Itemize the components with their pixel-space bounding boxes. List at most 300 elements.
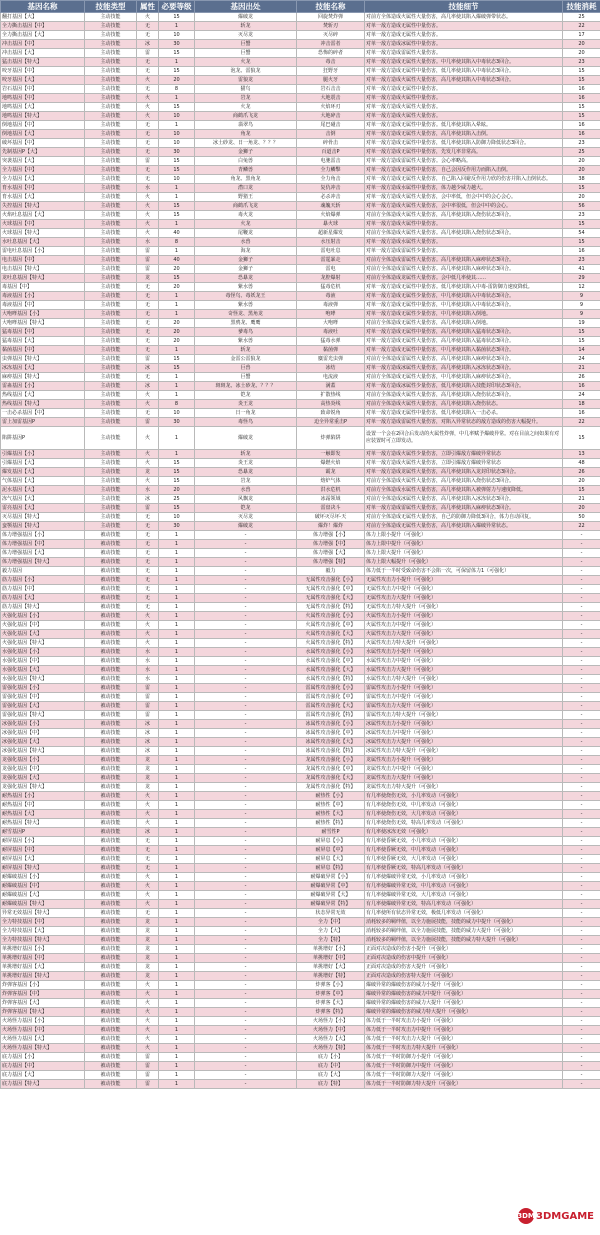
cell-skill-type: 主动技能 <box>85 319 137 328</box>
cell-gene-source: 奇怪龙、黑角龙 <box>195 310 297 319</box>
cell-skill-name: 猛毒危机 <box>297 283 365 292</box>
cell-skill-type: 被动技能 <box>85 990 137 999</box>
cell-skill-cost: - <box>563 765 600 774</box>
cell-element: 雷 <box>137 256 159 265</box>
cell-element: 龙 <box>137 274 159 283</box>
cell-gene-source: - <box>195 810 297 819</box>
cell-skill-detail: 体力低于一半时防御力小提升（可强化） <box>365 1053 563 1062</box>
cell-required-level: 25 <box>159 495 195 504</box>
cell-gene-source: - <box>195 612 297 621</box>
cell-gene-source: - <box>195 558 297 567</box>
cell-required-level: 1 <box>159 846 195 855</box>
cell-skill-type: 被动技能 <box>85 837 137 846</box>
cell-element: 火 <box>137 1026 159 1035</box>
cell-element: 龙 <box>137 756 159 765</box>
cell-skill-detail: 有几率使烧伤无效，大几率发动（可强化） <box>365 810 563 819</box>
cell-skill-name: 单挑增好【大】 <box>297 963 365 972</box>
table-row <box>1 963 600 972</box>
cell-gene-source: 爆破龙 <box>195 427 297 450</box>
cell-skill-name: 爆燃火焰 <box>297 459 365 468</box>
cell-skill-name: 龙属性攻击强化【大】 <box>297 774 365 783</box>
cell-element: 火 <box>137 1044 159 1053</box>
cell-skill-name: 底力【大】 <box>297 1071 365 1080</box>
cell-gene-source: - <box>195 1071 297 1080</box>
cell-skill-cost: 22 <box>563 22 600 31</box>
cell-skill-cost: 16 <box>563 121 600 130</box>
cell-required-level: 1 <box>159 711 195 720</box>
cell-element: 雷 <box>137 684 159 693</box>
cell-skill-cost: 16 <box>563 247 600 256</box>
table-row <box>1 783 600 792</box>
table-row <box>1 891 600 900</box>
cell-skill-cost: 20 <box>563 157 600 166</box>
table-row <box>1 31 600 40</box>
table-row <box>1 256 600 265</box>
cell-skill-type: 主动技能 <box>85 364 137 373</box>
cell-gene-source: 角龙、黑角龙 <box>195 175 297 184</box>
cell-required-level: 1 <box>159 1062 195 1071</box>
cell-skill-cost: 14 <box>563 346 600 355</box>
cell-skill-cost: - <box>563 918 600 927</box>
cell-skill-type: 主动技能 <box>85 49 137 58</box>
cell-gene-source: 火龙 <box>195 103 297 112</box>
cell-skill-name: 耐热性【大】 <box>297 810 365 819</box>
cell-required-level: 1 <box>159 22 195 31</box>
cell-gene-name: 火强化基因【特大】 <box>1 639 85 648</box>
cell-required-level: 1 <box>159 603 195 612</box>
cell-skill-detail: 对前方全体造成冰属性大量伤害，高几率使其陷入冰冻状态3回合。 <box>365 495 563 504</box>
cell-skill-cost: - <box>563 594 600 603</box>
cell-skill-name: 满蓋 <box>297 382 365 391</box>
table-row <box>1 1080 600 1089</box>
cell-skill-type: 被动技能 <box>85 846 137 855</box>
cell-required-level: 1 <box>159 792 195 801</box>
table-row <box>1 855 600 864</box>
cell-element: 火 <box>137 999 159 1008</box>
cell-skill-name: 耐屏息【特】 <box>297 864 365 873</box>
table-row <box>1 765 600 774</box>
cell-required-level: 1 <box>159 783 195 792</box>
cell-skill-cost: 20 <box>563 166 600 175</box>
cell-skill-detail: 体力上限小提升（可强化） <box>365 531 563 540</box>
cell-gene-name: 水强化基因【小】 <box>1 648 85 657</box>
cell-required-level: 15 <box>159 477 195 486</box>
cell-gene-name: 倒地基因【大】 <box>1 130 85 139</box>
cell-gene-source: 灭尽龙 <box>195 513 297 522</box>
cell-element: 无 <box>137 846 159 855</box>
cell-gene-name: 咬牙基因【大】 <box>1 76 85 85</box>
cell-element: 无 <box>137 166 159 175</box>
cell-required-level: 1 <box>159 684 195 693</box>
cell-skill-detail: 对单一敌方造成雷属性大量伤害，对陷入异常状态的敌方造成的伤害大幅提升。 <box>365 418 563 427</box>
cell-gene-source: - <box>195 576 297 585</box>
cell-gene-source: 海龙 <box>195 247 297 256</box>
cell-skill-name: 耐屏息【中】 <box>297 846 365 855</box>
cell-gene-name: 水强化基因【特大】 <box>1 675 85 684</box>
cell-skill-cost: - <box>563 648 600 657</box>
cell-required-level: 1 <box>159 220 195 229</box>
cell-skill-detail: 对前方全体造成火属性大量伤害，高几率使其陷入烧伤状态3回合。 <box>365 477 563 486</box>
table-row <box>1 211 600 220</box>
cell-element: 龙 <box>137 945 159 954</box>
cell-skill-detail: 对单一敌方造成水属性大量伤害。 <box>365 238 563 247</box>
cell-gene-source: 斩龙 <box>195 346 297 355</box>
cell-gene-name: 冻气基因【大】 <box>1 495 85 504</box>
cell-element: 无 <box>137 58 159 67</box>
cell-skill-cost: 9 <box>563 292 600 301</box>
cell-gene-name: 龙吐息基因【特大】 <box>1 274 85 283</box>
cell-gene-source: - <box>195 549 297 558</box>
cell-gene-name: 大咆哮基因【小】 <box>1 310 85 319</box>
cell-gene-name: 麻痹基因【特大】 <box>1 373 85 382</box>
cell-skill-detail: 龙属性攻击力特大提升（可强化） <box>365 783 563 792</box>
cell-skill-type: 主动技能 <box>85 301 137 310</box>
cell-gene-name: 毒液基因【小】 <box>1 292 85 301</box>
header-gene-source: 基因出处 <box>195 1 297 13</box>
cell-skill-name: 爆炸！爆炸 <box>297 522 365 531</box>
cell-skill-name: 耐热性【小】 <box>297 792 365 801</box>
table-row <box>1 40 600 49</box>
cell-skill-detail: 对单一敌方造成火属性少量伤害，立即引爆敌方爆破异常状态 <box>365 450 563 459</box>
cell-skill-name: 电流液 <box>297 373 365 382</box>
cell-skill-cost: - <box>563 675 600 684</box>
cell-skill-type: 主动技能 <box>85 373 137 382</box>
cell-skill-type: 被动技能 <box>85 639 137 648</box>
cell-skill-detail: 冰属性攻击力中提升（可强化） <box>365 729 563 738</box>
cell-skill-detail: 对单一敌方造成雷属性大量伤害，高几率使其陷入麻痹状态3回合。 <box>365 504 563 513</box>
cell-required-level: 1 <box>159 648 195 657</box>
cell-gene-source: - <box>195 684 297 693</box>
cell-gene-source: 岩龙 <box>195 477 297 486</box>
cell-skill-cost: 15 <box>563 238 600 247</box>
table-row <box>1 675 600 684</box>
cell-skill-name: 百道击P <box>297 148 365 157</box>
cell-skill-detail: 无属性攻击力特大提升（可强化） <box>365 603 563 612</box>
cell-skill-name: 复仇冲击 <box>297 184 365 193</box>
table-row <box>1 1062 600 1071</box>
cell-required-level: 1 <box>159 184 195 193</box>
cell-skill-cost: - <box>563 549 600 558</box>
cell-skill-type: 被动技能 <box>85 855 137 864</box>
cell-skill-name: 冰属性攻击强化【特】 <box>297 747 365 756</box>
cell-gene-name: 底力基因【小】 <box>1 1053 85 1062</box>
cell-skill-name: 灭尽碎 <box>297 31 365 40</box>
cell-skill-detail: 对前方全体造成无属性大量伤害，高几率使其陷入倒地。 <box>365 319 563 328</box>
cell-skill-cost: 22 <box>563 418 600 427</box>
cell-required-level: 10 <box>159 409 195 418</box>
cell-skill-type: 被动技能 <box>85 972 137 981</box>
cell-skill-detail: 对单一敌方造成无属性中量伤害，高几率使其陷入猛毒状态3回合。 <box>365 328 563 337</box>
cell-skill-detail: 对单一敌方造成无属性大量伤害，高几率使其陷入猛毒状态3回合。 <box>365 337 563 346</box>
cell-gene-source: 火龙 <box>195 58 297 67</box>
table-row <box>1 400 600 409</box>
table-row <box>1 1071 600 1080</box>
table-row <box>1 274 600 283</box>
cell-skill-cost: - <box>563 981 600 990</box>
cell-skill-cost: - <box>563 801 600 810</box>
cell-required-level: 15 <box>159 13 195 22</box>
cell-gene-source: - <box>195 540 297 549</box>
cell-skill-name: 熔炉气体 <box>297 477 365 486</box>
cell-gene-name: 猛毒基因【中】 <box>1 328 85 337</box>
cell-skill-name: 霸龙 <box>297 468 365 477</box>
cell-required-level: 1 <box>159 945 195 954</box>
cell-skill-name: 猛毒水弹 <box>297 337 365 346</box>
cell-skill-detail: 对前方全体造成雷属性大量伤害。高几率使其陷入麻痹状态3回合。 <box>365 256 563 265</box>
cell-gene-source: 紫水兽 <box>195 283 297 292</box>
cell-gene-name: 炸弹客基因【特大】 <box>1 1008 85 1017</box>
cell-gene-source: - <box>195 666 297 675</box>
cell-skill-cost: 19 <box>563 319 600 328</box>
cell-skill-cost: 25 <box>563 148 600 157</box>
cell-skill-name: 耐爆破异常【中】 <box>297 882 365 891</box>
cell-gene-name: 耐爆破基因【中】 <box>1 882 85 891</box>
cell-required-level: 1 <box>159 382 195 391</box>
cell-skill-detail: 体力上限中提升（可强化） <box>365 540 563 549</box>
cell-skill-name: 雷属性攻击强化【大】 <box>297 702 365 711</box>
cell-skill-type: 被动技能 <box>85 801 137 810</box>
cell-element: 无 <box>137 121 159 130</box>
cell-gene-name: 耐屏基因【中】 <box>1 846 85 855</box>
cell-gene-source: - <box>195 675 297 684</box>
cell-skill-type: 被动技能 <box>85 549 137 558</box>
cell-skill-detail: 对单一敌方造成无属性中量伤害，低几率使其陷入防御力降低状态3回合。 <box>365 139 563 148</box>
cell-required-level: 1 <box>159 702 195 711</box>
table-row <box>1 549 600 558</box>
cell-skill-cost: - <box>563 945 600 954</box>
cell-skill-name: 大咆哮 <box>297 319 365 328</box>
table-row <box>1 373 600 382</box>
cell-gene-name: 爆发基因【大】 <box>1 468 85 477</box>
cell-required-level: 15 <box>159 504 195 513</box>
cell-required-level: 30 <box>159 522 195 531</box>
cell-gene-name: 气体基因【大】 <box>1 477 85 486</box>
cell-skill-cost: - <box>563 684 600 693</box>
cell-element: 火 <box>137 94 159 103</box>
cell-skill-name: 狂野牙 <box>297 67 365 76</box>
cell-gene-source: 爆破龙 <box>195 13 297 22</box>
cell-element: 无 <box>137 585 159 594</box>
cell-skill-detail: 对单一敌方造成冰属性大量伤害，高几率使其陷入冰冻状态3回合。 <box>365 364 563 373</box>
cell-skill-type: 被动技能 <box>85 630 137 639</box>
cell-skill-cost: - <box>563 630 600 639</box>
table-row <box>1 184 600 193</box>
cell-required-level: 1 <box>159 882 195 891</box>
cell-skill-detail: 对单一敌方造成无属性中量伤害。低几率使其陷入中毒-雷防御力速度降低。 <box>365 283 563 292</box>
cell-gene-name: 炸弹客基因【中】 <box>1 990 85 999</box>
cell-element: 无 <box>137 540 159 549</box>
cell-required-level: 20 <box>159 265 195 274</box>
cell-required-level: 15 <box>159 211 195 220</box>
cell-required-level: 1 <box>159 310 195 319</box>
cell-gene-source: - <box>195 927 297 936</box>
cell-skill-detail: 水属性攻击力大提升（可强化） <box>365 666 563 675</box>
cell-required-level: 10 <box>159 31 195 40</box>
cell-gene-source: - <box>195 756 297 765</box>
table-row <box>1 693 600 702</box>
cell-skill-cost: 21 <box>563 364 600 373</box>
cell-skill-detail: 正面对决造成的伤害中提升（可强化） <box>365 954 563 963</box>
cell-skill-cost: 20 <box>563 193 600 202</box>
cell-skill-name: 一触即发 <box>297 450 365 459</box>
cell-skill-type: 被动技能 <box>85 783 137 792</box>
cell-skill-type: 被动技能 <box>85 702 137 711</box>
cell-gene-name: 灭尽基因【特大】 <box>1 513 85 522</box>
cell-skill-type: 被动技能 <box>85 945 137 954</box>
cell-skill-detail: 对前方全体造成无属性大量伤害，自己的防御力降低3回合，体力自动回复。 <box>365 513 563 522</box>
cell-skill-cost: 20 <box>563 477 600 486</box>
cell-gene-source: - <box>195 1044 297 1053</box>
cell-gene-name: 地鸣基因【特大】 <box>1 112 85 121</box>
cell-gene-name: 水强化基因【大】 <box>1 666 85 675</box>
cell-gene-source: - <box>195 819 297 828</box>
cell-skill-type: 主动技能 <box>85 256 137 265</box>
cell-required-level: 1 <box>159 549 195 558</box>
cell-element: 龙 <box>137 963 159 972</box>
cell-skill-detail: 对单一敌方造成无属性中量伤害，低几率使其陷入一击必杀。 <box>365 409 563 418</box>
cell-gene-source: - <box>195 999 297 1008</box>
cell-skill-name: 击倒 <box>297 130 365 139</box>
cell-gene-source: - <box>195 621 297 630</box>
cell-gene-source: 尾鞭龙 <box>195 229 297 238</box>
cell-skill-detail: 火属性攻击力特大提升（可强化） <box>365 639 563 648</box>
cell-element: 火 <box>137 900 159 909</box>
cell-skill-detail: 对单一敌方造成火属性大量伤害，立即引爆敌方爆破异常状态 <box>365 459 563 468</box>
cell-gene-source: 冰土砂龙、日一角龙、？？？ <box>195 139 297 148</box>
cell-gene-source: - <box>195 639 297 648</box>
cell-skill-name: 咆哮 <box>297 310 365 319</box>
cell-gene-source: - <box>195 747 297 756</box>
cell-element: 火 <box>137 882 159 891</box>
cell-skill-detail: 火属性攻击力小提升（可强化） <box>365 612 563 621</box>
watermark-logo: 3DM <box>518 1208 534 1224</box>
cell-gene-source: - <box>195 981 297 990</box>
cell-skill-name: 单挑增好【特】 <box>297 972 365 981</box>
cell-gene-source: - <box>195 1008 297 1017</box>
cell-skill-name: 大地碎击 <box>297 112 365 121</box>
cell-skill-type: 主动技能 <box>85 328 137 337</box>
cell-skill-cost: - <box>563 702 600 711</box>
cell-skill-detail: 对单一敌方造成雷属性少量伤害。 <box>365 247 563 256</box>
cell-skill-detail: 对单一敌方造成火属性大量伤害。 <box>365 112 563 121</box>
table-row <box>1 238 600 247</box>
cell-element: 无 <box>137 292 159 301</box>
cell-skill-type: 被动技能 <box>85 648 137 657</box>
cell-skill-type: 被动技能 <box>85 576 137 585</box>
cell-skill-type: 主动技能 <box>85 283 137 292</box>
cell-skill-name: 全力【大】 <box>297 927 365 936</box>
cell-skill-detail: 对单一敌方造成无属性大量伤害。中几率使其陷入中毒状态3回合。 <box>365 58 563 67</box>
table-row <box>1 630 600 639</box>
cell-skill-cost: 9 <box>563 301 600 310</box>
cell-skill-type: 主动技能 <box>85 220 137 229</box>
cell-skill-name: 超新星爆发 <box>297 229 365 238</box>
table-row <box>1 346 600 355</box>
cell-skill-name: 龙属性攻击强化【特】 <box>297 783 365 792</box>
cell-skill-type: 被动技能 <box>85 810 137 819</box>
cell-skill-type: 主动技能 <box>85 202 137 211</box>
cell-skill-detail: 正面对决造成的伤害特大提升（可强化） <box>365 972 563 981</box>
cell-skill-detail: 对单一敌方造成冰属性中量伤害。 <box>365 40 563 49</box>
cell-skill-type: 被动技能 <box>85 1026 137 1035</box>
cell-skill-type: 主动技能 <box>85 157 137 166</box>
cell-element: 无 <box>137 567 159 576</box>
cell-gene-source: 金狮子 <box>195 148 297 157</box>
cell-gene-name: 翻打基因【大】 <box>1 13 85 22</box>
cell-required-level: 8 <box>159 85 195 94</box>
cell-skill-cost: 15 <box>563 184 600 193</box>
table-row <box>1 567 600 576</box>
cell-skill-cost: 15 <box>563 67 600 76</box>
cell-gene-name: 火强化基因【中】 <box>1 621 85 630</box>
cell-gene-source: 斩龙 <box>195 22 297 31</box>
table-row <box>1 603 600 612</box>
table-row <box>1 67 600 76</box>
cell-gene-name: 黏菌基因【中】 <box>1 346 85 355</box>
table-row <box>1 990 600 999</box>
cell-required-level: 1 <box>159 666 195 675</box>
cell-skill-detail: 雷属性攻击力小提升（可强化） <box>365 684 563 693</box>
table-row <box>1 202 600 211</box>
cell-element: 雷 <box>137 711 159 720</box>
cell-element: 火 <box>137 612 159 621</box>
cell-gene-name: 炸弹客基因【大】 <box>1 999 85 1008</box>
cell-gene-name: 火场怪力基因【中】 <box>1 1026 85 1035</box>
cell-skill-detail: 消耗较多的羁绊值，以全力施展技能，技能的威力中提升（可强化） <box>365 918 563 927</box>
cell-skill-cost: - <box>563 855 600 864</box>
cell-skill-detail: 龙属性攻击力小提升（可强化） <box>365 756 563 765</box>
cell-required-level: 1 <box>159 801 195 810</box>
cell-skill-detail: 火属性攻击力中提升（可强化） <box>365 621 563 630</box>
cell-element: 火 <box>137 1017 159 1026</box>
cell-element: 水 <box>137 657 159 666</box>
cell-gene-source: 黑鸦龙、鹰鹰 <box>195 319 297 328</box>
cell-required-level: 15 <box>159 49 195 58</box>
cell-gene-name: 筋力基因【中】 <box>1 585 85 594</box>
cell-skill-type: 主动技能 <box>85 175 137 184</box>
cell-skill-cost: 24 <box>563 391 600 400</box>
cell-required-level: 15 <box>159 103 195 112</box>
cell-skill-name: 火场怪力【特】 <box>297 1044 365 1053</box>
cell-skill-type: 主动技能 <box>85 184 137 193</box>
cell-skill-detail: 对单一敌方造成无属性中量伤害。低几率使其陷入晕眩。 <box>365 121 563 130</box>
table-row <box>1 540 600 549</box>
cell-element: 无 <box>137 594 159 603</box>
table-row <box>1 558 600 567</box>
cell-required-level: 1 <box>159 247 195 256</box>
cell-gene-source: 巨兽 <box>195 364 297 373</box>
cell-skill-cost: 20 <box>563 49 600 58</box>
cell-gene-source: 斩龙 <box>195 450 297 459</box>
cell-skill-cost: 29 <box>563 274 600 283</box>
cell-gene-name: 火强化基因【小】 <box>1 612 85 621</box>
cell-skill-detail: 有几率使爆破异常无效，大几率发动（可强化） <box>365 891 563 900</box>
cell-required-level: 1 <box>159 765 195 774</box>
cell-skill-name: 龙属性攻击强化【小】 <box>297 756 365 765</box>
cell-skill-cost: - <box>563 954 600 963</box>
header-skill-cost: 技能消耗 <box>563 1 600 13</box>
cell-skill-name: 单挑增好【中】 <box>297 954 365 963</box>
cell-skill-type: 被动技能 <box>85 1035 137 1044</box>
cell-gene-source: - <box>195 729 297 738</box>
cell-skill-type: 被动技能 <box>85 1008 137 1017</box>
cell-skill-name: 炸弹客【小】 <box>297 981 365 990</box>
cell-skill-cost: 16 <box>563 85 600 94</box>
cell-skill-name: 雷属性攻击强化【中】 <box>297 693 365 702</box>
cell-skill-name: 冰属性攻击强化【大】 <box>297 738 365 747</box>
table-row <box>1 319 600 328</box>
cell-skill-type: 主动技能 <box>85 31 137 40</box>
